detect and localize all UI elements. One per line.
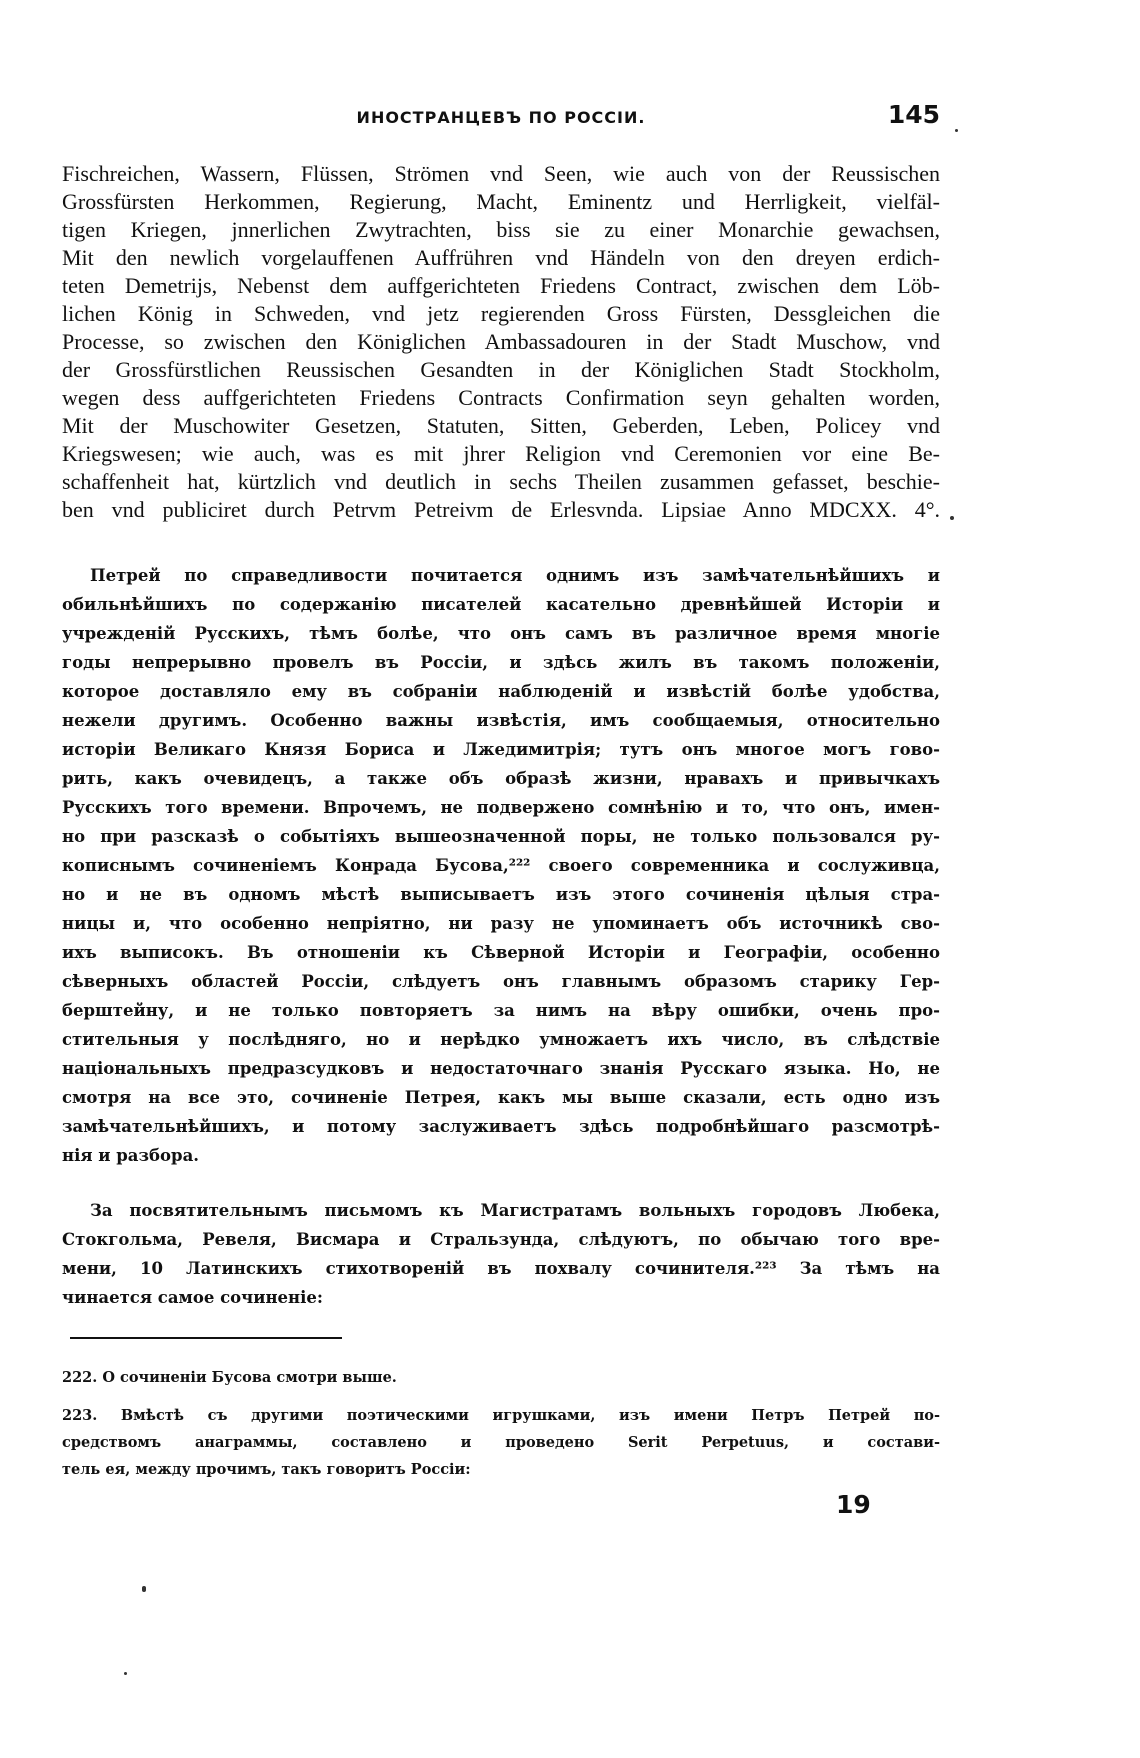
text-line: Kriegswesen; wie auch, was es mit jhrer Religion vnd Ceremonien vor eine Be- <box>62 441 940 466</box>
text-line: Mit den newlich vorgelauffenen Auffrühren vnd Händeln von den dreyen erdich- <box>62 245 940 270</box>
text-line: которое доставляло ему въ собраніи наблюденій и извѣстій болѣе удобства, <box>62 682 940 701</box>
text-line: чинается самое сочиненіе: <box>62 1288 323 1307</box>
text-line: ихъ выписокъ. Въ отношеніи къ Сѣверной Исторіи и Географіи, особенно <box>62 943 940 962</box>
text-line: но при разсказѣ о событіяхъ вышеозначенной поры, не только пользовался ру- <box>62 827 940 846</box>
ink-speck <box>124 1672 127 1675</box>
text-line: но и не въ одномъ мѣстѣ выписываетъ изъ этого сочиненія цѣлыя стра- <box>62 885 940 904</box>
text-line: wegen dess auffgerichteten Friedens Contracts Confirmation seyn gehalten worden, <box>62 385 940 410</box>
running-title: ИНОСТРАНЦЕВЪ ПО РОССІИ. <box>356 108 646 127</box>
text-line: ницы и, что особенно непріятно, ни разу не упоминаетъ объ источникѣ сво- <box>62 914 940 933</box>
text-line: мени, 10 Латинскихъ стихотвореній въ похвалу сочинителя.²²³ За тѣмъ на <box>62 1259 940 1278</box>
text-line: исторіи Великаго Князя Бориса и Лжедимитрія; тутъ онъ многое могъ гово- <box>62 740 940 759</box>
ink-speck <box>955 129 958 132</box>
text-line: стительныя у послѣдняго, но и нерѣдко умножаетъ ихъ число, въ слѣдствіе <box>62 1030 940 1049</box>
text-line: Mit der Muschowiter Gesetzen, Statuten, Sitten, Geberden, Leben, Policey vnd <box>62 413 940 438</box>
text-line: lichen König in Schweden, vnd jetz regierenden Gross Fürsten, Dessgleichen die <box>62 301 940 326</box>
footnote-222 <box>62 1364 940 1391</box>
text-line: средствомъ анаграммы, составлено и проведено Serit Perpetuus, и состави- <box>62 1434 940 1451</box>
text-line: der Grossfürstlichen Reussischen Gesandten in der Königlichen Stadt Stockholm, <box>62 357 940 382</box>
footnote-223 <box>62 1402 940 1483</box>
text-line: Processe, so zwischen den Königlichen Ambassadouren in der Stadt Muschow, vnd <box>62 329 940 354</box>
text-line: учрежденій Русскихъ, тѣмъ болѣе, что онъ самъ въ различное время многіе <box>62 624 940 643</box>
text-line: Grossfürsten Herkommen, Regierung, Macht, Eminentz und Herrligkeit, vielfäl- <box>62 189 940 214</box>
text-line: смотря на все это, сочиненіе Петрея, какъ мы выше сказали, есть одно изъ <box>62 1088 940 1107</box>
text-line: За посвятительнымъ письмомъ къ Магистратамъ вольныхъ городовъ Любека, <box>90 1201 940 1220</box>
footnote-divider <box>70 1337 342 1339</box>
text-line: годы непрерывно провелъ въ Россіи, и здѣсь жилъ въ такомъ положеніи, <box>62 653 940 672</box>
text-line: Русскихъ того времени. Впрочемъ, не подвержено сомнѣнію и то, что онъ, имен- <box>62 798 940 817</box>
text-line: teten Demetrijs, Nebenst dem auffgerichteten Friedens Contract, zwischen dem Löb- <box>62 273 940 298</box>
text-line: 222. О сочиненіи Бусова смотри выше. <box>62 1369 397 1386</box>
german-book-title <box>62 160 940 524</box>
page-header <box>62 100 940 136</box>
text-line: schaffenheit hat, kürtzlich vnd deutlich in sechs Theilen zusammen gefasset, beschie- <box>62 469 940 494</box>
ink-speck <box>142 1586 146 1592</box>
paragraph-dedication <box>62 1196 940 1312</box>
text-line: 223. Вмѣстѣ съ другими поэтическими игрушками, изъ имени Петръ Петрей по- <box>62 1407 940 1424</box>
text-line: тель ея, между прочимъ, такъ говоритъ Россіи: <box>62 1461 471 1478</box>
ink-speck <box>950 516 954 520</box>
text-line: Стокгольма, Ревеля, Висмара и Стральзунда, слѣдуютъ, по обычаю того вре- <box>62 1230 940 1249</box>
text-line: сѣверныхъ областей Россіи, слѣдуетъ онъ главнымъ образомъ старику Гер- <box>62 972 940 991</box>
text-line: tigen Kriegen, jnnerlichen Zwytrachten, biss sie zu einer Monarchie gewachsen, <box>62 217 940 242</box>
text-line: нія и разбора. <box>62 1146 200 1165</box>
text-line: берштейну, и не только повторяетъ за нимъ на вѣру ошибки, очень про- <box>62 1001 940 1020</box>
text-line: обильнѣйшихъ по содержанію писателей касательно древнѣйшей Исторіи и <box>62 595 940 614</box>
text-line: національныхъ предразсудковъ и недостаточнаго знанія Русскаго языка. Но, не <box>62 1059 940 1078</box>
text-line: рить, какъ очевидецъ, а также объ образѣ жизни, нравахъ и привычкахъ <box>62 769 940 788</box>
text-line: Петрей по справедливости почитается однимъ изъ замѣчательнѣйшихъ и <box>90 566 940 585</box>
text-line: Fischreichen, Wassern, Flüssen, Strömen vnd Seen, wie auch von der Reussischen <box>62 161 940 186</box>
page-number: 145 <box>887 100 940 129</box>
signature-mark: 19 <box>836 1490 871 1519</box>
text-line: замѣчательнѣйшихъ, и потому заслуживаетъ здѣсь подробнѣйшаго разсмотрѣ- <box>62 1117 940 1136</box>
paragraph-petreius <box>62 561 940 1170</box>
text-line: кописнымъ сочиненіемъ Конрада Бусова,²²² своего современника и сослуживца, <box>62 856 940 875</box>
text-line: ben vnd publiciret durch Petrvm Petreivm de Erlesvnda. Lipsiae Anno MDCXX. 4°. <box>62 497 940 522</box>
text-line: нежели другимъ. Особенно важны извѣстія, имъ сообщаемыя, относительно <box>62 711 940 730</box>
